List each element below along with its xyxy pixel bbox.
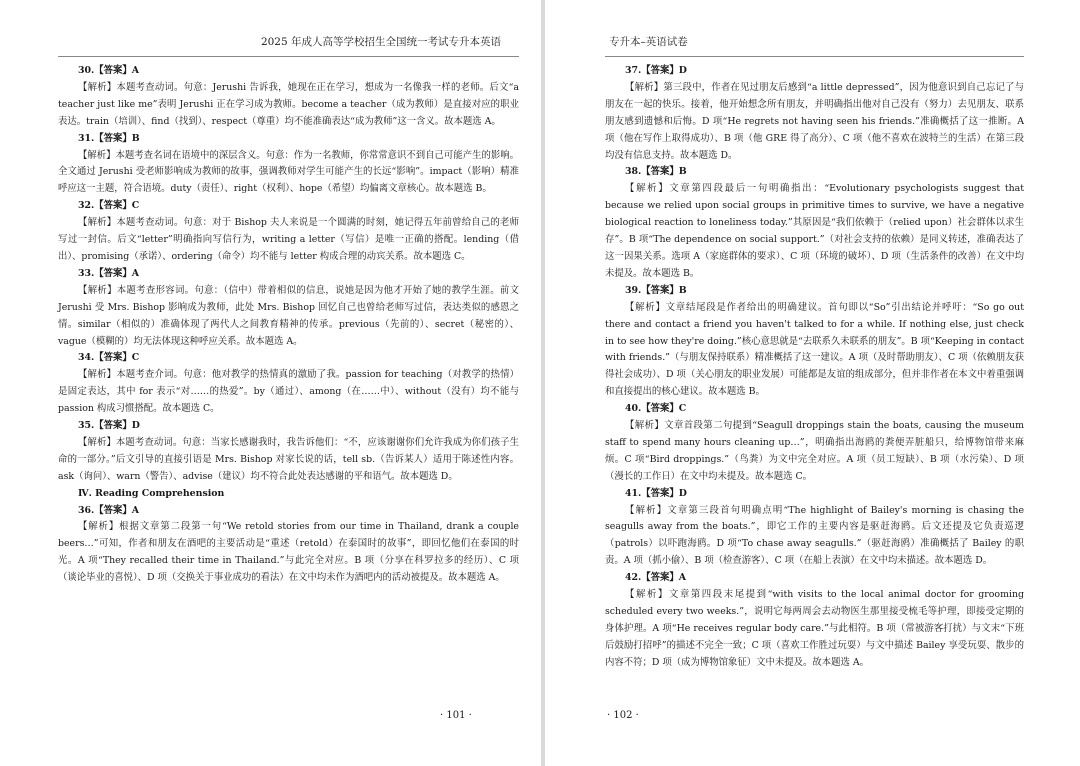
answer-line: 39.【答案】B [625,284,687,296]
page-number: · 102 · [607,710,639,721]
explanation-paragraph: 【解析】第三段中，作者在见过朋友后感到“a little depressed”，因为他意识到自己忘记了与朋友在一起的快乐。接着，他开始想念所有朋友，并明确指出他对自己没有（努力）去见朋友、联系朋友感到遗憾和后悔。D 项“He regrets not having seen his friends.”准确概括了这一推断。A 项（他在写作上取得成功）、B 项（他 GRE 得了高分）、C 项（他不喜欢在波特兰的生活）在第三段均没有信息支持。故本题选 D。 [605,81,1024,161]
explanation-paragraph: 【解析】本题考查动词。句意：对于 Bishop 夫人来说是一个圆满的时刻，她记得五年前曾给自己的老师写过一封信。后文“letter”明确指向写信行为，writing a letter（写信）是唯一正确的搭配。lending（借出）、promising（承诺）、ordering（命令）均不能与 letter 构成合理的动宾关系。故本题选 C。 [58,217,519,262]
running-header: 专升本–英语试卷 [605,34,1024,57]
running-header: 2025 年成人高等学校招生全国统一考试专升本英语 [58,34,519,57]
answer-line: 34.【答案】C [78,352,140,364]
answer-line: 38.【答案】B [625,166,687,178]
explanation-paragraph: 【解析】文章第三段首句明确点明“The highlight of Bailey's morning is chasing the seagulls away from the boats.”，即它工作的主要内容是驱赶海鸥。后文还提及它负责巡逻（patrols）以吓跑海鸥。D 项“To chase away seagulls.”（驱赶海鸥）准确概括了 Bailey 的职责。A 项（抓小偷）、B 项（检查游客）、C 项（在船上表演）在文中均未描述。故本题选 D。 [605,504,1024,567]
explanation-paragraph: 【解析】文章结尾段是作者给出的明确建议。首句即以“So”引出结论并呼吁：“So go out there and contact a friend you haven't talked to for a while. If nothing else, just check in to see how they're doing.”核心意思就是“去联系久未联系的朋友”。B 项“Keeping in contact with friends.”（与朋友保持联系）精准概括了这一建议。A 项（及时帮助朋友）、C 项（依赖朋友获得社会成功）、D 项（关心朋友的职业发展）可能都是友谊的组成部分，但并非作者在本文中着重强调和直接提出的核心建议。故本题选 B。 [605,301,1024,398]
explanation-paragraph: 【解析】本题考查形容词。句意：（信中）带着相似的信息，说她是因为他才开始了她的教学生涯。前文 Jerushi 受 Mrs. Bishop 影响成为教师，此处 Mrs. Bishop 回忆自己也曾给老师写过信，表达类似的感恩之情。similar（相似的）准确体现了两代人之间教育精神的传承。previous（先前的）、secret（秘密的）、vague（模糊的）均无法体现这种呼应关系。故本题选 A。 [58,284,519,347]
answer-line: 32.【答案】C [78,200,140,212]
explanation-paragraph: 【解析】本题考查介词。句意：他对教学的热情真的激励了我。passion for teaching（对教学的热情）是固定表达，其中 for 表示“对……的热爱”。by（通过）、among（在……中）、without（没有）均不能与 passion 构成习惯搭配。故本题选 C。 [58,369,519,415]
answer-line: 30.【答案】A [78,65,140,76]
explanation-paragraph: 【解析】本题考查动词。句意：当家长感谢我时，我告诉他们：“不，应该谢谢你们允许我成为你们孩子生命的一部分。”后文引导的直接引语是 Mrs. Bishop 对家长说的话，tell sb.（告诉某人）适用于陈述性内容。ask（询问）、warn（警告）、advise（建议）均不符合此处表达感谢的平和语气。故本题选 D。 [58,436,519,482]
explanation-paragraph: 【解析】文章第四段末尾提到“with visits to the local animal doctor for grooming scheduled every two weeks.”，说明它每两周会去动物医生那里接受梳毛等护理，即接受定期的身体护理。A 项“He receives regular body care.”与此相符。B 项（常被游客打扰）与文末“下班后鼓励打招呼”的描述不完全一致；C 项（喜欢工作胜过玩耍）与文中描述 Bailey 享受玩耍、散步的内容不符；D 项（成为博物馆象征）文中未提及。故本题选 A。 [605,589,1024,668]
explanation-paragraph: 【解析】本题考查名词在语境中的深层含义。句意：作为一名教师，你常常意识不到自己可能产生的影响。全文通过 Jerushi 受老师影响成为教师的故事，强调教师对学生可能产生的长远“影响”。impact（影响）精准呼应这一主题，符合语境。duty（责任）、right（权利）、hope（希望）均偏离文章核心。故本题选 B。 [58,149,519,195]
explanation-paragraph: 【解析】本题考查动词。句意：Jerushi 告诉我，她现在正在学习，想成为一名像我一样的老师。后文“a teacher just like me”表明 Jerushi 正在学习成为教师。become a teacher（成为教师）是直接对应的职业表达。train（培训）、find（找到）、respect（尊重）均不能准确表达“成为教师”这一含义。故本题选 A。 [58,81,519,127]
explanation-paragraph: 【解析】根据文章第二段第一句“We retold stories from our time in Thailand, drank a couple beers…”可知，作者和朋友在酒吧的主要活动是“重述（retold）在泰国时的故事”，即回忆他们在泰国的时光。A 项“They recalled their time in Thailand.”与此完全对应。B 项（分享在科罗拉多的经历）、C 项（谈论毕业的喜悦）、D 项（交换关于事业成功的看法）在文中均未作为酒吧内的活动被提及。故本题选 A。 [58,521,519,584]
answer-line: 33.【答案】A [78,267,140,279]
answer-line: 36.【答案】A [78,504,140,516]
answer-line: 41.【答案】D [625,487,687,499]
section-heading: Ⅳ. Reading Comprehension [78,487,225,499]
page-number: · 101 · [440,710,472,721]
explanation-paragraph: 【解析】文章第四段最后一句明确指出：“Evolutionary psychologists suggest that because we relied upon social groups in primitive times to survive, we have a negative biological reaction to loneliness today.”其原因是“我们依赖于（relied upon）社会群体以求生存”。B 项“The dependence on social support.”（对社会支持的依赖）是同义转述，准确表达了这一因果关系。选项 A（家庭群体的要求）、C 项（环境的破坏）、D 项（生活条件的改善）在文中均未提及。故本题选 B。 [605,183,1024,279]
answer-line: 35.【答案】D [78,420,140,432]
answer-line: 31.【答案】B [78,132,140,144]
answer-line: 40.【答案】C [625,403,687,415]
right-page [545,0,1080,766]
answer-line: 37.【答案】D [625,65,687,76]
page-content [58,63,519,587]
page-content [605,63,1024,672]
answer-line: 42.【答案】A [625,572,687,584]
explanation-paragraph: 【解析】文章首段第二句提到“Seagull droppings stain the boats, causing the museum staff to spend many hours cleaning up…”，明确指出海鸥的粪便弄脏船只，给博物馆带来麻烦。C 项“Bird droppings.”（鸟粪）为文中完全对应。A 项（员工短缺）、B 项（水污染）、D 项（漫长的工作日）在文中均未提及。故本题选 C。 [605,420,1024,482]
